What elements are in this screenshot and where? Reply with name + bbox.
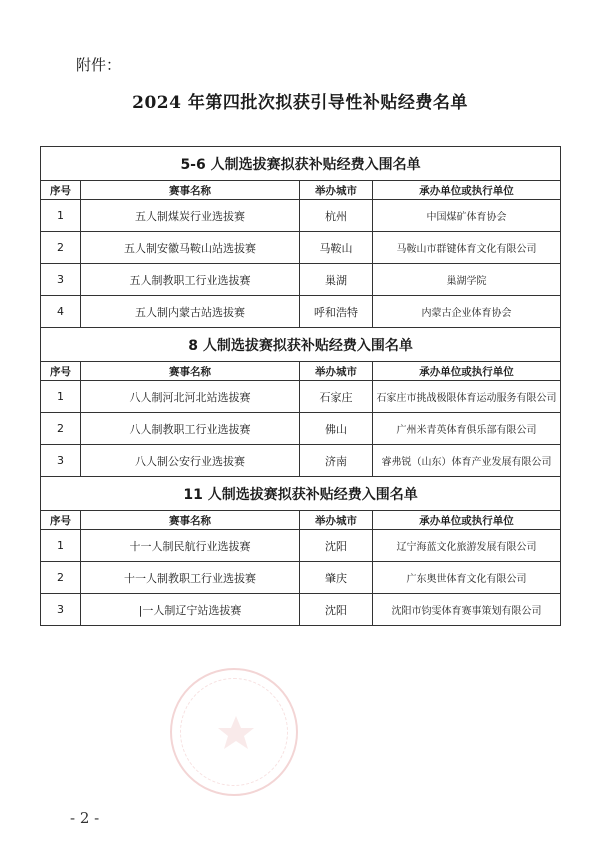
header-host-city: 举办城市 [300, 511, 373, 530]
table-row [41, 445, 561, 477]
page-number: - 2 - [70, 809, 100, 827]
cell-host-city: 济南 [300, 445, 373, 477]
header-no: 序号 [41, 181, 81, 200]
cell-organizer: 沈阳市钧雯体育赛事策划有限公司 [373, 594, 561, 626]
header-organizer: 承办单位或执行单位 [373, 181, 561, 200]
cell-organizer: 辽宁海蓝文化旅游发展有限公司 [373, 530, 561, 562]
cell-no: 1 [41, 381, 81, 413]
document-title: 2024 年第四批次拟获引导性补贴经费名单 [132, 93, 468, 113]
attachment-label: 附件： [76, 56, 122, 74]
cell-event-name: 十一人制民航行业选拔赛 [81, 530, 300, 562]
cell-event-name: 五人制煤炭行业选拔赛 [81, 200, 300, 232]
cell-event-name: 五人制教职工行业选拔赛 [81, 264, 300, 296]
table-row [41, 264, 561, 296]
cell-event-name: 八人制教职工行业选拔赛 [81, 413, 300, 445]
cell-no: 4 [41, 296, 81, 328]
cell-event-name: 八人制公安行业选拔赛 [81, 445, 300, 477]
cell-event-name: 五人制内蒙古站选拔赛 [81, 296, 300, 328]
cell-organizer: 内蒙古企业体育协会 [373, 296, 561, 328]
cell-host-city: 巢湖 [300, 264, 373, 296]
cell-no: 3 [41, 445, 81, 477]
cell-no: 1 [41, 200, 81, 232]
cell-event-name: 八人制河北河北站选拔赛 [81, 381, 300, 413]
table-row [41, 381, 561, 413]
table-row [41, 413, 561, 445]
cell-no: 1 [41, 530, 81, 562]
section-title: 5-6 人制选拔赛拟获补贴经费入围名单 [41, 147, 561, 181]
section-title: 11 人制选拔赛拟获补贴经费入围名单 [41, 477, 561, 511]
cell-no: 3 [41, 594, 81, 626]
cell-organizer: 马鞍山市群键体育文化有限公司 [373, 232, 561, 264]
table-row [41, 594, 561, 626]
cell-no: 2 [41, 413, 81, 445]
header-host-city: 举办城市 [300, 181, 373, 200]
cell-no: 2 [41, 232, 81, 264]
cell-host-city: 马鞍山 [300, 232, 373, 264]
header-no: 序号 [41, 511, 81, 530]
seal-star-icon [172, 670, 300, 798]
header-organizer: 承办单位或执行单位 [373, 511, 561, 530]
cell-no: 3 [41, 264, 81, 296]
header-organizer: 承办单位或执行单位 [373, 362, 561, 381]
section-title-row [41, 328, 561, 362]
cell-organizer: 中国煤矿体育协会 [373, 200, 561, 232]
cell-host-city: 沈阳 [300, 530, 373, 562]
official-seal-image [170, 668, 298, 796]
cell-host-city: 肇庆 [300, 562, 373, 594]
section-title-row [41, 147, 561, 181]
cell-no: 2 [41, 562, 81, 594]
cell-organizer: 石家庄市挑战极限体育运动服务有限公司 [373, 381, 561, 413]
column-header-row [41, 511, 561, 530]
header-no: 序号 [41, 362, 81, 381]
cell-host-city: 杭州 [300, 200, 373, 232]
table-row [41, 296, 561, 328]
cell-event-name: 五人制安徽马鞍山站选拔赛 [81, 232, 300, 264]
cell-organizer: 广州米青英体育俱乐部有限公司 [373, 413, 561, 445]
table-row [41, 530, 561, 562]
section-title: 8 人制选拔赛拟获补贴经费入围名单 [41, 328, 561, 362]
cell-host-city: 佛山 [300, 413, 373, 445]
header-event-name: 赛事名称 [81, 181, 300, 200]
subsidy-list-table [40, 146, 561, 626]
cell-host-city: 石家庄 [300, 381, 373, 413]
column-header-row [41, 181, 561, 200]
cell-organizer: 广东奥世体育文化有限公司 [373, 562, 561, 594]
header-host-city: 举办城市 [300, 362, 373, 381]
section-title-row [41, 477, 561, 511]
header-event-name: 赛事名称 [81, 511, 300, 530]
cell-host-city: 沈阳 [300, 594, 373, 626]
header-event-name: 赛事名称 [81, 362, 300, 381]
table-row [41, 200, 561, 232]
table-row [41, 232, 561, 264]
cell-organizer: 巢湖学院 [373, 264, 561, 296]
table-row [41, 562, 561, 594]
cell-event-name: 十一人制教职工行业选拔赛 [81, 562, 300, 594]
cell-host-city: 呼和浩特 [300, 296, 373, 328]
column-header-row [41, 362, 561, 381]
cell-organizer: 睿弗锐（山东）体育产业发展有限公司 [373, 445, 561, 477]
cell-event-name: |一人制辽宁站选拔赛 [81, 594, 300, 626]
